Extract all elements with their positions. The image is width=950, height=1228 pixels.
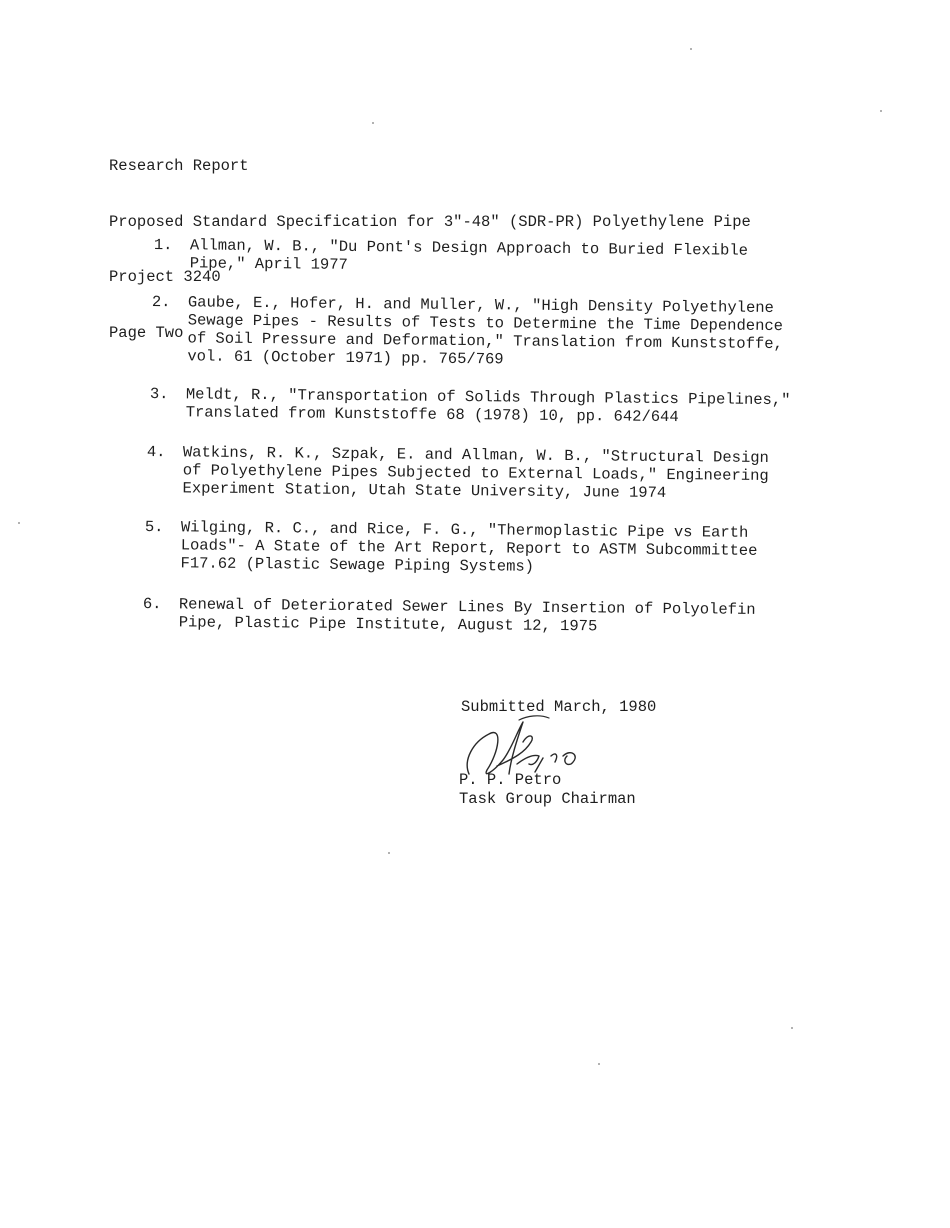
header-title: Proposed Standard Specification for 3"-48" (SDR-PR) Polyethylene Pipe xyxy=(109,212,751,231)
scan-speck xyxy=(791,1027,793,1029)
scan-speck xyxy=(372,122,374,124)
reference-number: 3. xyxy=(149,385,169,404)
reference-text: Watkins, R. K., Szpak, E. and Allman, W. B., "Structural Design of Polyethylene Pipes Subjected to External Loads," Engineering Experiment Station, Utah State University, June 1974 xyxy=(182,443,769,502)
reference-text: Renewal of Deteriorated Sewer Lines By Insertion of Polyolefin Pipe, Plastic Pipe Institute, August 12, 1975 xyxy=(178,595,756,636)
reference-item xyxy=(146,443,787,502)
scan-speck xyxy=(880,110,882,112)
reference-item xyxy=(153,236,774,274)
reference-text: Gaube, E., Hofer, H. and Muller, W., "High Density Polyethylene Sewage Pipes - Results of Tests to Determine the Time Dependence of Soil Pressure and Deformation," Translation from Kunststoffe, vol. 61 (October 1971) pp. 765/769 xyxy=(187,293,784,369)
header-page-number: Page Two xyxy=(109,323,184,342)
scan-speck xyxy=(598,1063,600,1065)
reference-item xyxy=(144,518,775,576)
scan-speck xyxy=(690,48,692,50)
submission-date: Submitted March, 1980 xyxy=(461,698,657,716)
reference-number: 1. xyxy=(153,236,173,255)
reference-item xyxy=(149,385,810,427)
reference-text: Allman, W. B., "Du Pont's Design Approach to Buried Flexible Pipe," April 1977 xyxy=(189,236,749,274)
scan-speck xyxy=(18,522,20,524)
reference-number: 6. xyxy=(142,595,162,614)
reference-item xyxy=(142,595,773,636)
reference-item xyxy=(151,293,802,369)
header-report-type: Research Report xyxy=(109,157,249,175)
signatory-name: P. P. Petro xyxy=(459,771,562,789)
reference-number: 4. xyxy=(146,443,166,462)
reference-number: 2. xyxy=(151,293,171,312)
reference-text: Wilging, R. C., and Rice, F. G., "Thermoplastic Pipe vs Earth Loads"- A State of the Art Report, Report to ASTM Subcommittee F17.62 (Plastic Sewage Piping Systems) xyxy=(180,518,758,576)
header-project: Project 3240 xyxy=(109,268,221,286)
reference-text: Meldt, R., "Transportation of Solids Through Plastics Pipelines," Translated from Kunststoffe 68 (1978) 10, pp. 642/644 xyxy=(185,385,791,427)
signatory-title: Task Group Chairman xyxy=(459,790,636,808)
scan-speck xyxy=(388,852,390,854)
reference-number: 5. xyxy=(144,518,164,537)
